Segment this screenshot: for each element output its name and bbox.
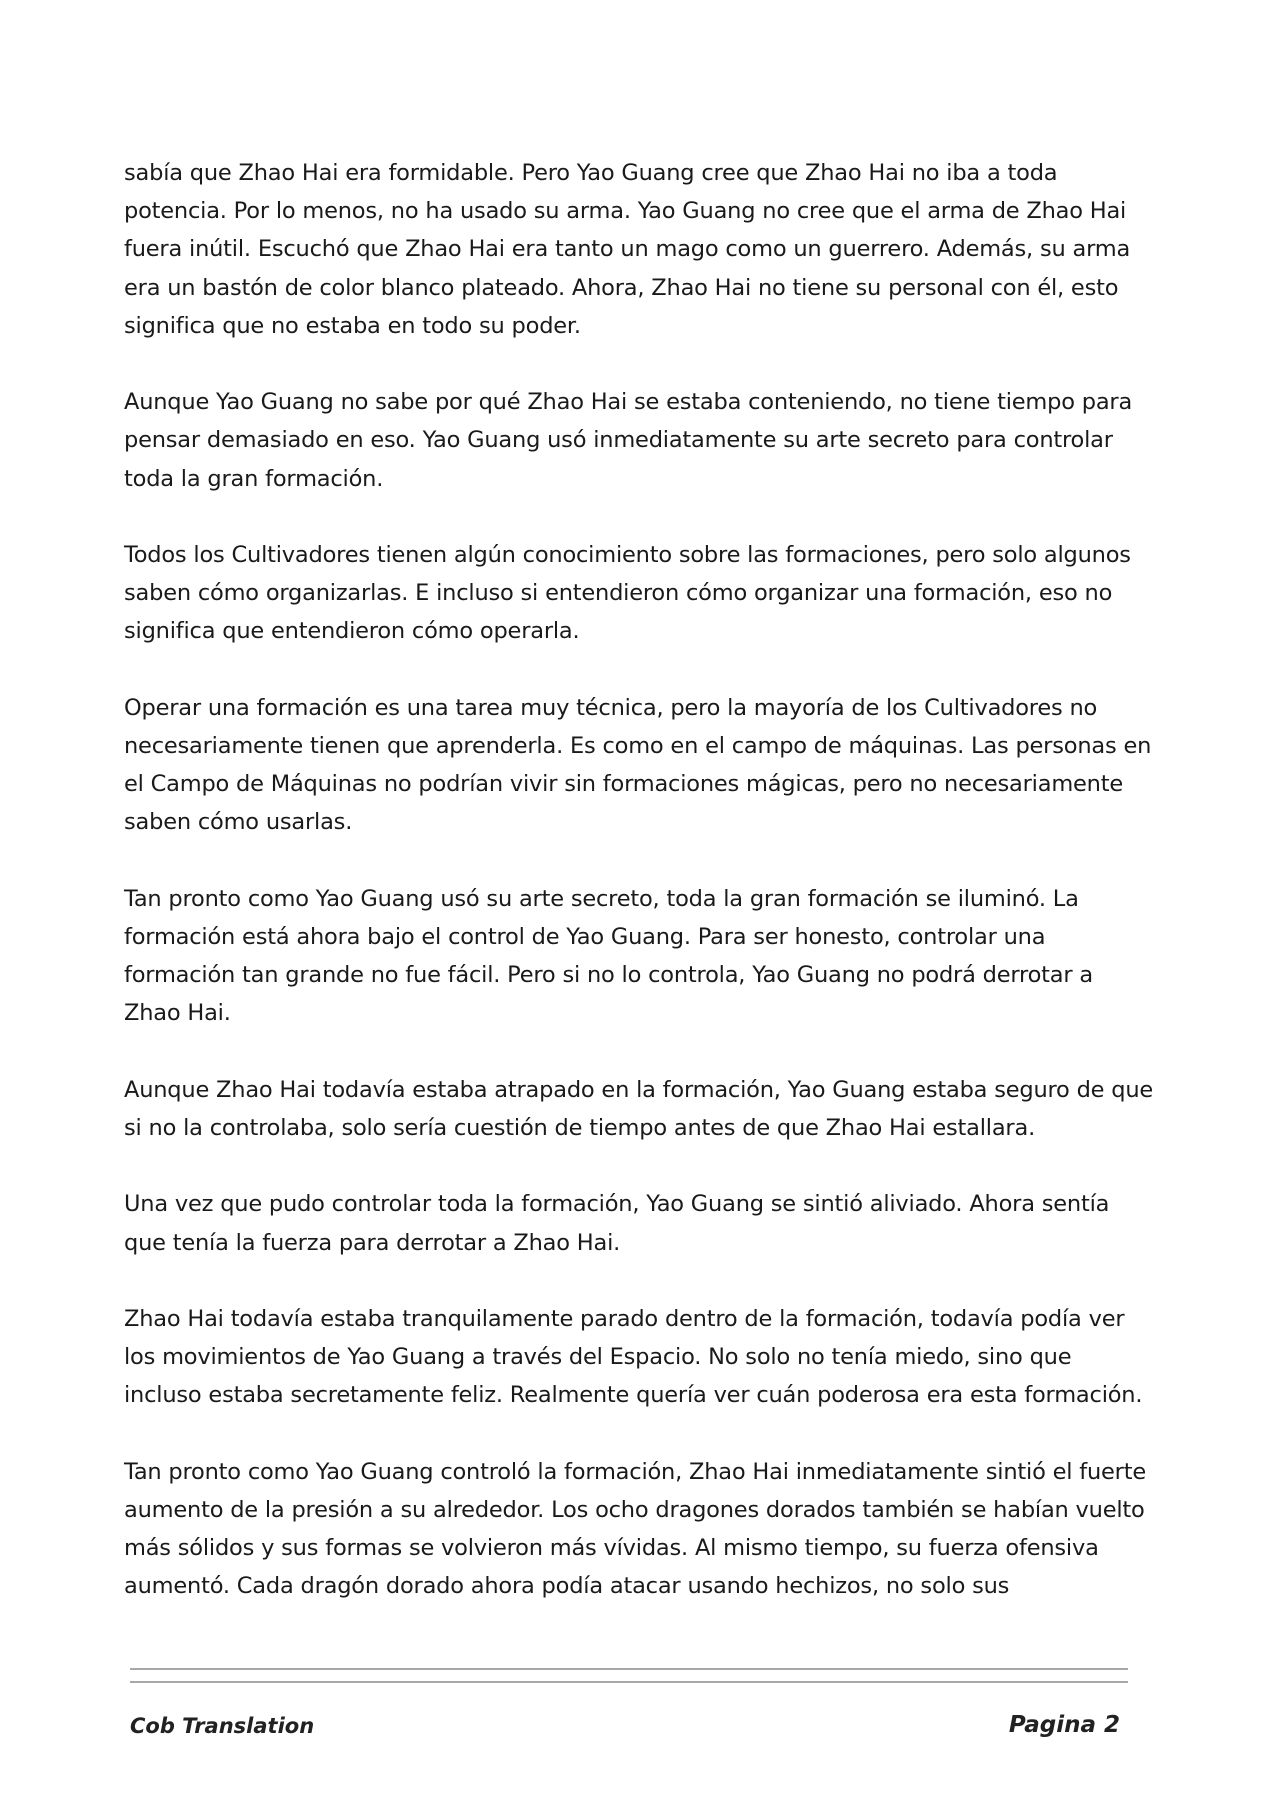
paragraph-4: Operar una formación es una tarea muy técnica, pero la mayoría de los Cultivadores no necesariamente tienen que aprenderla. Es como en el campo de máquinas. Las personas en el Campo de Máquinas no podrían vivir sin formaciones mágicas, pero no necesariamente saben cómo usarlas. bbox=[124, 694, 1152, 836]
paragraph-6: Aunque Zhao Hai todavía estaba atrapado en la formación, Yao Guang estaba seguro de que si no la controlaba, solo sería cuestión de tiempo antes de que Zhao Hai estallara. bbox=[124, 1076, 1154, 1141]
paragraph-3: Todos los Cultivadores tienen algún conocimiento sobre las formaciones, pero solo algunos saben cómo organizarlas. E incluso si entendieron cómo organizar una formación, eso no significa que entendieron cómo operarla. bbox=[124, 542, 1131, 645]
paragraph-5: Tan pronto como Yao Guang usó su arte secreto, toda la gran formación se iluminó. La formación está ahora bajo el control de Yao Guang. Para ser honesto, controlar una formación tan grande no fue fácil. Pero si no lo controla, Yao Guang no podrá derrotar a Zhao Hai. bbox=[124, 885, 1093, 1027]
footer-divider-bottom bbox=[130, 1681, 1128, 1683]
footer-translator-credit: Cob Translation bbox=[130, 1714, 315, 1738]
paragraph-7: Una vez que pudo controlar toda la formación, Yao Guang se sintió aliviado. Ahora sentía que tenía la fuerza para derrotar a Zhao Hai. bbox=[124, 1191, 1110, 1256]
body-text bbox=[124, 154, 1154, 1644]
paragraph-9: Tan pronto como Yao Guang controló la formación, Zhao Hai inmediatamente sintió el fuerte aumento de la presión a su alrededor. Los ocho dragones dorados también se habían vuelto más sólidos y sus formas se volvieron más vívidas. Al mismo tiempo, su fuerza ofensiva aumentó. Cada dragón dorado ahora podía atacar usando hechizos, no solo sus bbox=[124, 1458, 1146, 1600]
footer-page-number: Pagina 2 bbox=[1008, 1712, 1120, 1738]
footer-divider-top bbox=[130, 1668, 1128, 1670]
paragraph-1: sabía que Zhao Hai era formidable. Pero Yao Guang cree que Zhao Hai no iba a toda potencia. Por lo menos, no ha usado su arma. Yao Guang no cree que el arma de Zhao Hai fuera inútil. Escuchó que Zhao Hai era tanto un mago como un guerrero. Además, su arma era un bastón de color blanco plateado. Ahora, Zhao Hai no tiene su personal con él, esto significa que no estaba en todo su poder. bbox=[124, 160, 1131, 339]
paragraph-8: Zhao Hai todavía estaba tranquilamente parado dentro de la formación, todavía podía ver los movimientos de Yao Guang a través del Espacio. No solo no tenía miedo, sino que incluso estaba secretamente feliz. Realmente quería ver cuán poderosa era esta formación. bbox=[124, 1305, 1143, 1409]
paragraph-2: Aunque Yao Guang no sabe por qué Zhao Hai se estaba conteniendo, no tiene tiempo para pensar demasiado en eso. Yao Guang usó inmediatamente su arte secreto para controlar toda la gran formación. bbox=[124, 389, 1133, 492]
